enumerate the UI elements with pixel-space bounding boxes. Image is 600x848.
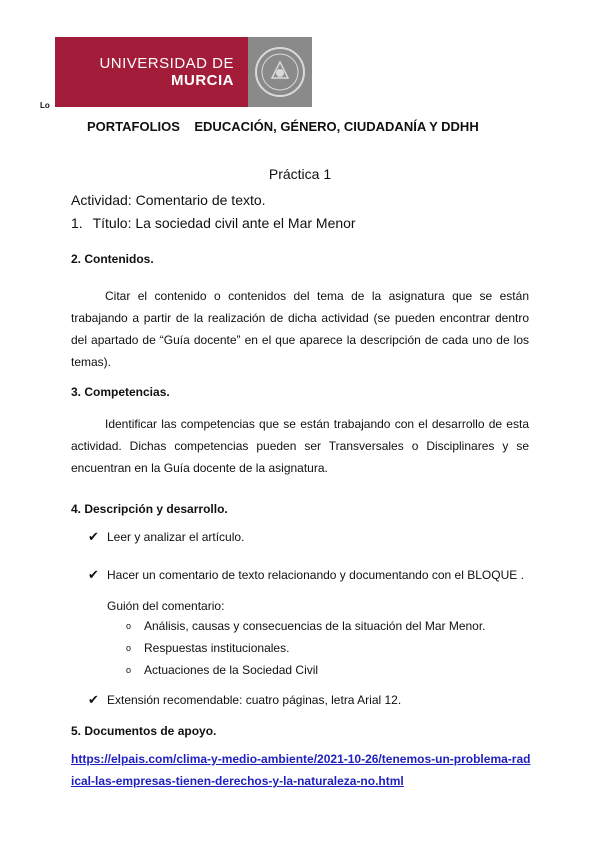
documents-heading: 5. Documentos de apoyo. — [71, 724, 217, 738]
circle-bullet-icon: o — [126, 643, 132, 653]
guide-item — [126, 663, 318, 677]
check-item-text: Hacer un comentario de texto relacionando y documentando con el BLOQUE . — [107, 568, 524, 582]
title-item — [71, 215, 356, 231]
contents-text: Citar el contenido o contenidos del tema de la asignatura que se están trabajando a partir de la realización de dicha actividad (se pueden encontrar dentro del apartado de “Guía docente” en el que aparece la descripción de cada uno de los temas). — [71, 289, 529, 369]
university-seal-icon — [248, 37, 312, 107]
contents-heading: 2. Contenidos. — [71, 252, 154, 266]
header-fragment: Lo — [40, 101, 50, 110]
guide-item — [126, 641, 289, 655]
contents-paragraph — [71, 285, 529, 373]
competencies-text: Identificar las competencias que se están trabajando con el desarrollo de esta actividad. Dichas competencias pueden ser Transversales o Disciplinares y se encuentran en la Guía docente de la asignatura. — [71, 417, 529, 475]
guide-item-text: Actuaciones de la Sociedad Civil — [144, 663, 319, 677]
check-item-text: Extensión recomendable: cuatro páginas, letra Arial 12. — [107, 693, 402, 707]
competencies-heading: 3. Competencias. — [71, 385, 170, 399]
circle-bullet-icon: o — [126, 665, 132, 675]
competencies-paragraph — [71, 413, 529, 479]
check-item-text: Leer y analizar el artículo. — [107, 530, 245, 544]
check-item — [88, 692, 401, 708]
circle-bullet-icon: o — [126, 621, 132, 631]
logo-line-2: MURCIA — [171, 72, 234, 89]
title-item-text: Título: La sociedad civil ante el Mar Menor — [92, 215, 356, 231]
university-logo — [55, 37, 312, 107]
logo-line-1: UNIVERSIDAD DE — [99, 55, 234, 72]
support-document-link[interactable]: https://elpais.com/clima-y-medio-ambiente/2021-10-26/tenemos-un-problema-radical-las-empresas-tienen-derechos-y-la-naturaleza-no.html — [71, 752, 531, 788]
activity-label: Actividad: Comentario de texto. — [71, 192, 266, 208]
check-icon: ✔ — [88, 692, 99, 707]
guide-item-text: Análisis, causas y consecuencias de la situación del Mar Menor. — [144, 619, 486, 633]
guide-item — [126, 619, 486, 633]
check-icon: ✔ — [88, 529, 99, 544]
guide-label: Guión del comentario: — [107, 599, 225, 613]
title-item-number: 1. — [71, 215, 83, 231]
logo-text — [55, 37, 248, 107]
description-heading: 4. Descripción y desarrollo. — [71, 502, 228, 516]
check-item — [88, 529, 244, 545]
guide-item-text: Respuestas institucionales. — [144, 641, 290, 655]
page-title: PORTAFOLIOS EDUCACIÓN, GÉNERO, CIUDADANÍA Y DDHH — [87, 119, 479, 134]
check-item — [88, 567, 524, 583]
practice-label: Práctica 1 — [268, 166, 332, 182]
check-icon: ✔ — [88, 567, 99, 582]
